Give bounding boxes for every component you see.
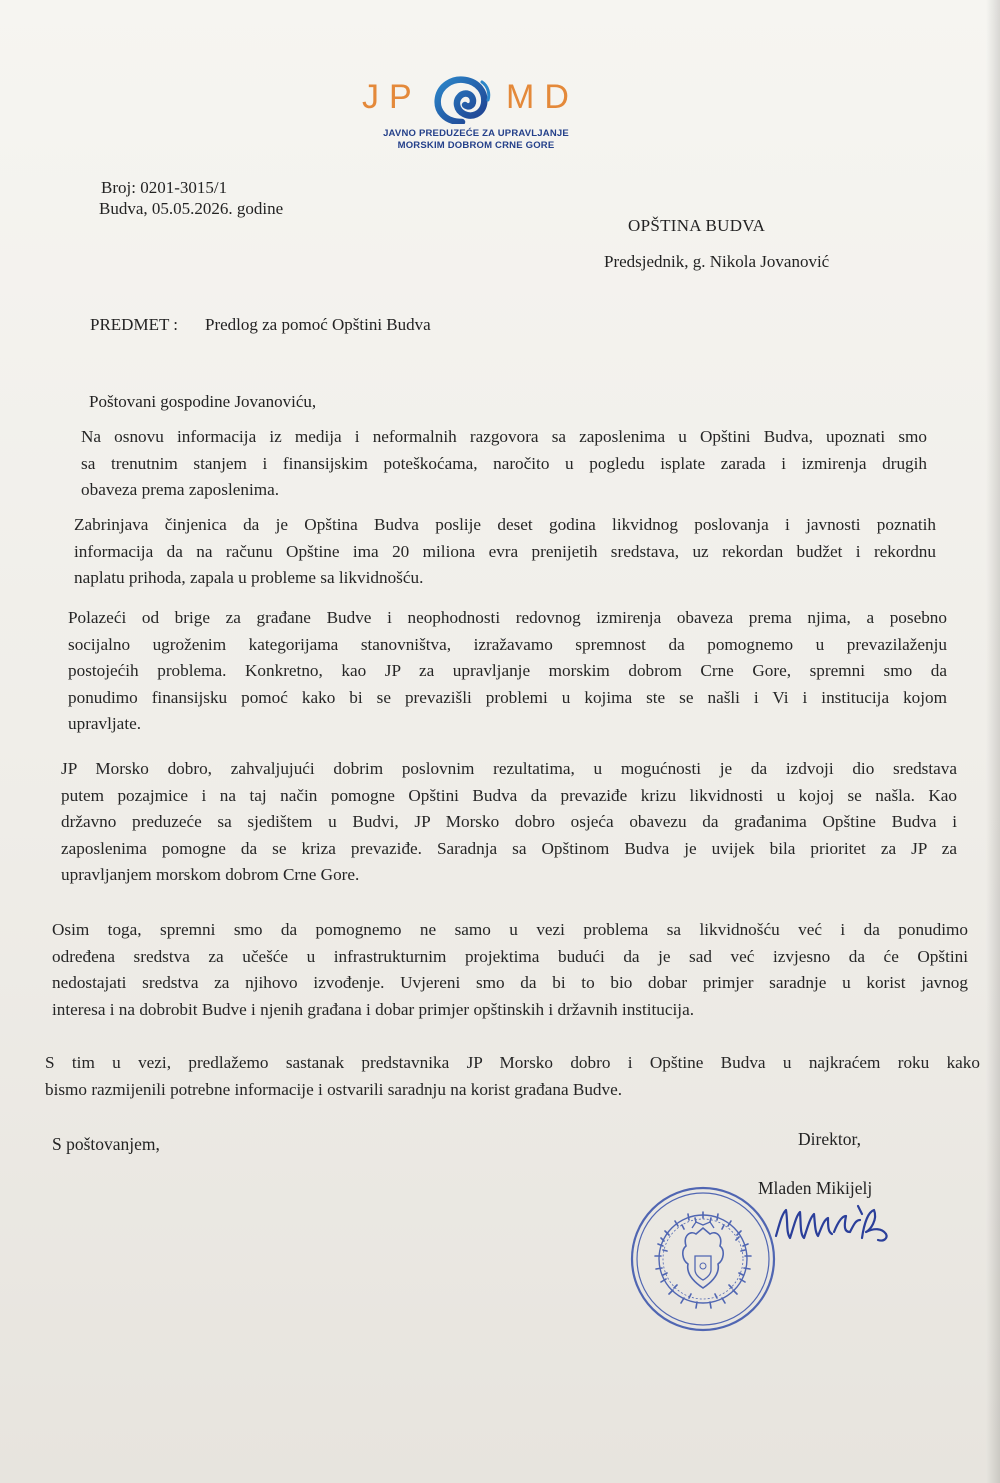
paragraph-line: sa trenutnim stanjem i finansijskim poteškoćama, naročito u pogledu isplate zarada i izmirenja drugih xyxy=(81,453,927,473)
paragraph-3 xyxy=(68,605,947,738)
document-date: Budva, 05.05.2026. godine xyxy=(99,199,284,218)
paragraph-line: ponudimo finansijsku pomoć kako bi se prevazišli problemi u kojima ste se našli i Vi i institucija kojom xyxy=(68,687,947,707)
recipient-organization: OPŠTINA BUDVA xyxy=(628,216,766,235)
logo-subtitle-line1: JAVNO PREDUZEĆE ZA UPRAVLJANJE xyxy=(383,128,569,139)
salutation: Poštovani gospodine Jovanoviću, xyxy=(89,392,317,411)
paragraph-line: S tim u vezi, predlažemo sastanak predstavnika JP Morsko dobro i Opštine Budva u najkraćem roku kako xyxy=(45,1053,980,1072)
paragraph-line: državno preduzeće sa sjedištem u Budvi, JP Morsko dobro osjeća obavezu da građanima Opštine Budva i xyxy=(61,812,957,831)
recipient-person: Predsjednik, g. Nikola Jovanović xyxy=(604,252,830,271)
paragraph-line: upravljate. xyxy=(68,714,142,733)
logo-letters-md: MD xyxy=(506,78,579,116)
paragraph-line: socijalno ugroženim kategorijama stanovništva, izražavamo spremnost da pomognemo u prevazilaženju xyxy=(68,634,947,654)
paragraph-2 xyxy=(74,512,936,592)
paragraph-line: zaposlenima pomogne da se kriza prevaziđe. Saradnja sa Opštinom Budva je uvijek bila prioritet za JP za xyxy=(61,838,957,858)
paragraph-line: nedostajati sredstva za njihovo izvođenje. Uvjereni smo da bi to bio dobar primjer saradnje u korist javnog xyxy=(52,973,968,992)
paragraph-line: Osim toga, spremni smo da pomognemo ne samo u vezi problema sa likvidnošću već i da ponudimo xyxy=(52,920,968,939)
paragraph-line: obaveza prema zaposlenima. xyxy=(81,480,280,499)
paragraph-line: određena sredstva za učešće u infrastrukturnim projektima budući da je sad već izvjesno da će Opštini xyxy=(52,946,968,966)
page-edge-shadow xyxy=(986,0,1000,1483)
paragraph-1 xyxy=(81,424,927,504)
paragraph-line: bismo razmijenili potrebne informacije i ostvarili saradnju na korist građana Budve. xyxy=(45,1079,623,1099)
logo-letters-jp: JP xyxy=(362,78,422,116)
company-logo xyxy=(358,76,594,156)
paragraph-line: upravljanjem morskom dobrom Crne Gore. xyxy=(61,865,360,884)
paragraph-line: Polazeći od brige za građane Budve i neophodnosti redovnog izmirenja obaveza prema njima, a posebno xyxy=(68,608,947,627)
spiral-shell-icon xyxy=(432,76,492,124)
paragraph-line: Zabrinjava činjenica da je Opština Budva poslije deset godina likvidnog poslovanja i javnosti poznatih xyxy=(74,515,936,534)
document-number: Broj: 0201-3015/1 xyxy=(101,178,228,197)
subject-text: Predlog za pomoć Opštini Budva xyxy=(205,315,431,334)
paragraph-4 xyxy=(61,756,957,889)
handwritten-signature-icon xyxy=(770,1192,900,1252)
paragraph-line: naplatu prihoda, zapala u probleme sa likvidnošću. xyxy=(74,568,424,587)
paragraph-line: postojećih problema. Konkretno, kao JP za upravljanje morskim dobrom Crne Gore, spremni smo da xyxy=(68,661,947,680)
logo-subtitle-line2: MORSKIM DOBROM CRNE GORE xyxy=(397,140,555,151)
signatory-title: Direktor, xyxy=(798,1129,861,1149)
paragraph-5 xyxy=(52,917,968,1023)
paragraph-line: JP Morsko dobro, zahvaljujući dobrim poslovnim rezultatima, u mogućnosti je da izdvoji dio sredstava xyxy=(61,759,957,778)
paragraph-6 xyxy=(45,1050,980,1103)
paragraph-line: interesa i na dobrobit Budve i njenih građana i dobar primjer opštinskih i državnih institucija. xyxy=(52,999,694,1019)
paragraph-line: informacija da na računu Opštine ima 20 miliona evra prenijetih sredstava, uz rekordan budžet i rekordnu xyxy=(74,541,936,561)
closing-regards: S poštovanjem, xyxy=(52,1134,160,1154)
official-round-seal-icon xyxy=(628,1184,778,1334)
paragraph-line: Na osnovu informacija iz medija i neformalnih razgovora sa zaposlenima u Opštini Budva, upoznati smo xyxy=(81,427,927,446)
paragraph-line: putem pozajmice i na taj način pomogne Opštini Budva da prevaziđe krizu likvidnosti u kojoj se našla. Kao xyxy=(61,785,957,805)
subject-label: PREDMET : xyxy=(90,315,179,334)
signatory-name: Mladen Mikijelj xyxy=(758,1178,873,1198)
